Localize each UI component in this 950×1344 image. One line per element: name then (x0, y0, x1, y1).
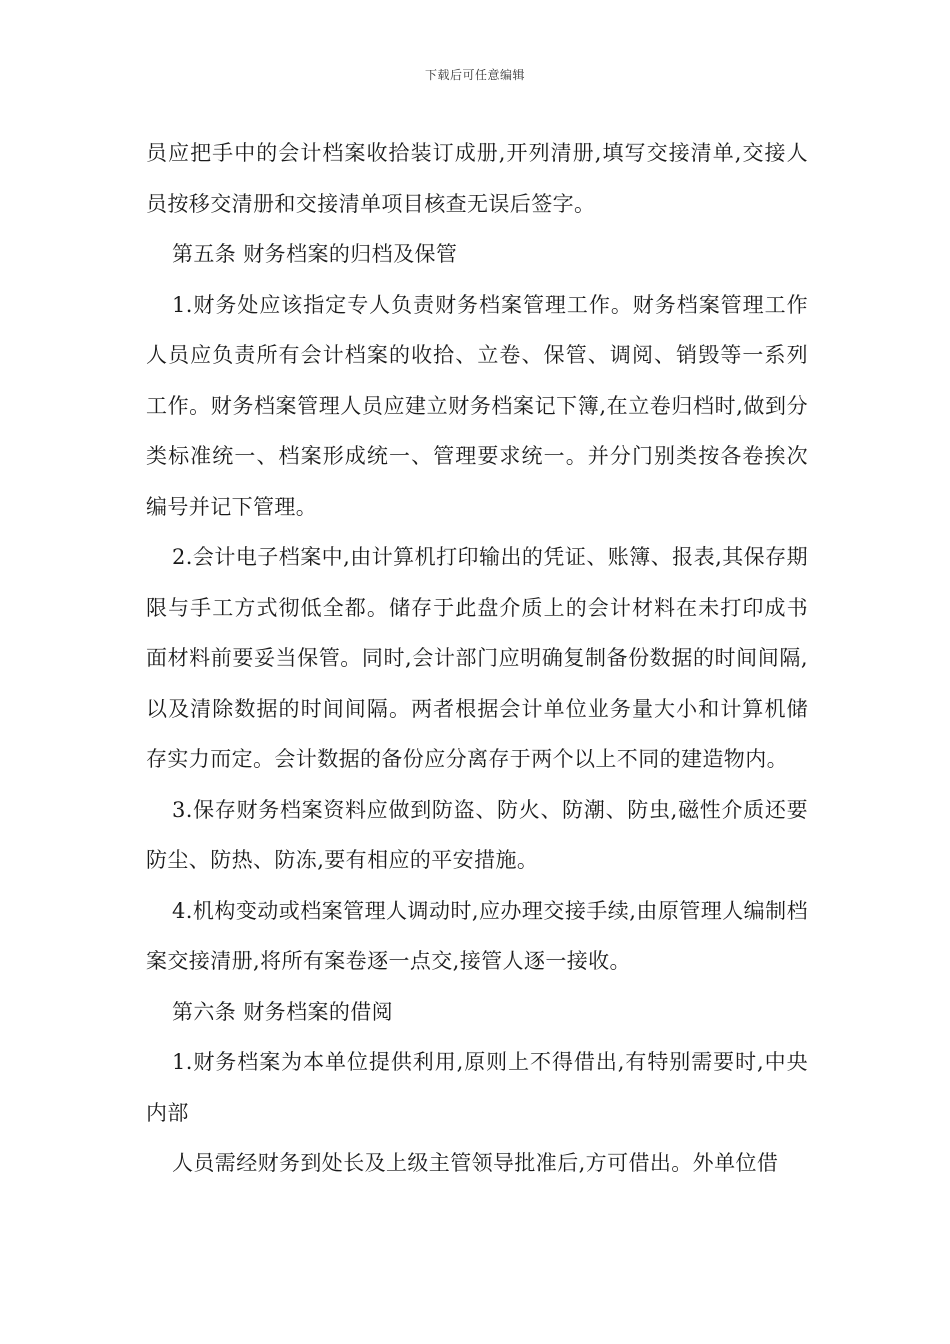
paragraph-item-2: 2.会计电子档案中,由计算机打印输出的凭证、账簿、报表,其保存期限与手工方式彻低全都。储存于此盘介质上的会计材料在未打印成书面材料前要妥当保管。同时,会计部门应明确复制备份数据的时间间隔,以及清除数据的时间间隔。两者根据会计单位业务量大小和计算机储存实力而定。会计数据的备份应分离存于两个以上不同的建造物内。 (146, 545, 808, 771)
paragraph-item-6-1: 1.财务档案为本单位提供利用,原则上不得借出,有特别需要时,中央内部 (146, 1050, 808, 1125)
paragraph-item-4: 4.机构变动或档案管理人调动时,应办理交接手续,由原管理人编制档案交接清册,将所有案卷逐一点交,接管人逐一接收。 (146, 898, 808, 973)
paragraph-continuation: 员应把手中的会计档案收拾装订成册,开列清册,填写交接清单,交接人员按移交清册和交接清单项目核查无误后签字。 (146, 141, 808, 216)
page-header: 下载后可任意编辑 (424, 68, 525, 82)
document-body (146, 128, 808, 1189)
paragraph-item-6-1-cont: 人员需经财务到处长及上级主管领导批准后,方可借出。外单位借 (172, 1151, 779, 1175)
paragraph-item-1: 1.财务处应该指定专人负责财务档案管理工作。财务档案管理工作人员应负责所有会计档案的收拾、立卷、保管、调阅、销毁等一系列工作。财务档案管理人员应建立财务档案记下簿,在立卷归档时,做到分类标准统一、档案形成统一、管理要求统一。并分门别类按各卷挨次编号并记下管理。 (146, 292, 808, 519)
section-heading-article-6: 第六条 财务档案的借阅 (172, 999, 394, 1024)
section-heading-article-5: 第五条 财务档案的归档及保管 (172, 242, 458, 266)
paragraph-item-3: 3.保存财务档案资料应做到防盗、防火、防潮、防虫,磁性介质还要防尘、防热、防冻,要有相应的平安措施。 (146, 797, 808, 872)
